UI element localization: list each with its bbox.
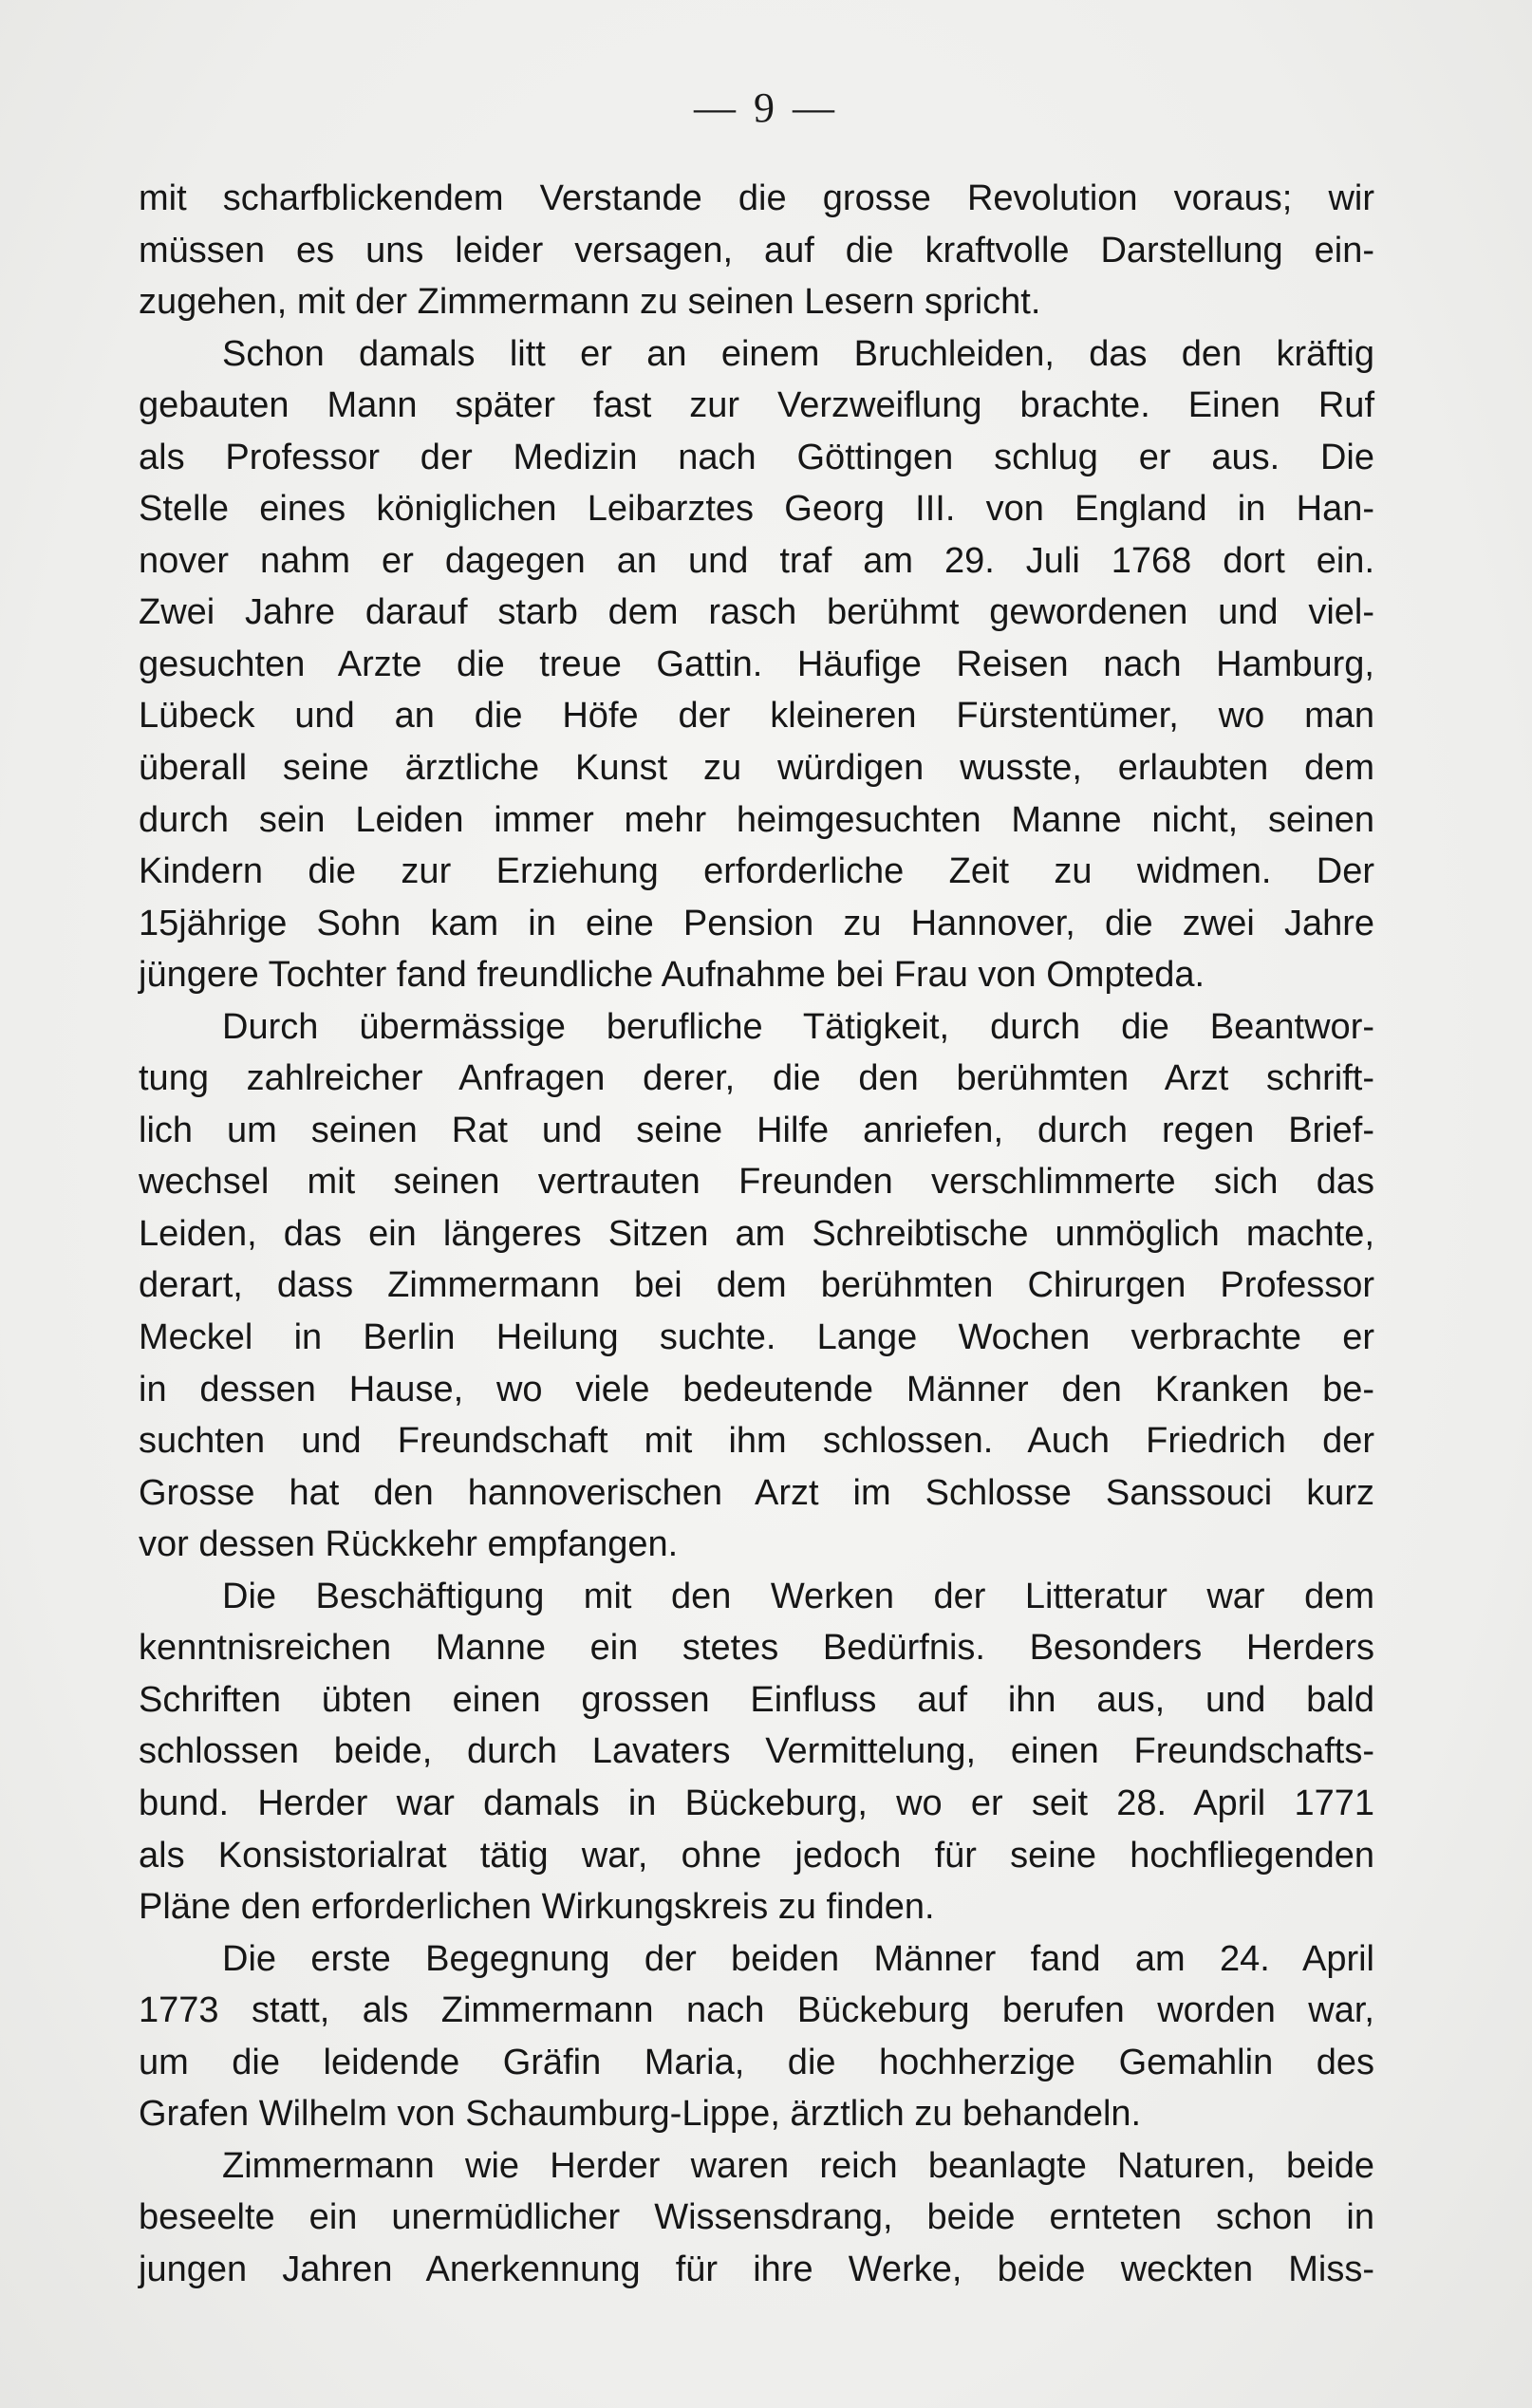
text-line: Kindern die zur Erziehung erforderliche Zeit zu widmen. Der	[139, 851, 1374, 892]
text-line: zugehen, mit der Zimmermann zu seinen Lesern spricht.	[139, 282, 1041, 323]
text-line: Lübeck und an die Höfe der kleineren Fürstentümer, wo man	[139, 696, 1374, 737]
text-line: vor dessen Rückkehr empfangen.	[139, 1524, 679, 1565]
text-line: 15jährige Sohn kam in eine Pension zu Hannover, die zwei Jahre	[139, 903, 1374, 943]
text-line: jüngere Tochter fand freundliche Aufnahme bei Frau von Ompteda.	[139, 955, 1205, 996]
text-line: suchten und Freundschaft mit ihm schlossen. Auch Friedrich der	[139, 1421, 1374, 1462]
text-line: als Professor der Medizin nach Göttingen schlug er aus. Die	[139, 437, 1374, 477]
text-line: Pläne den erforderlichen Wirkungskreis zu finden.	[139, 1887, 935, 1928]
text-line: lich um seinen Rat und seine Hilfe anriefen, durch regen Brief-	[139, 1110, 1374, 1150]
text-line: wechsel mit seinen vertrauten Freunden verschlimmerte sich das	[139, 1162, 1374, 1203]
body-text	[139, 173, 1374, 2295]
text-line: kenntnisreichen Manne ein stetes Bedürfnis. Besonders Herders	[139, 1628, 1374, 1669]
text-line: müssen es uns leider versagen, auf die kraftvolle Darstellung ein-	[139, 230, 1374, 271]
text-line: mit scharfblickendem Verstande die grosse Revolution voraus; wir	[139, 178, 1374, 218]
text-line: derart, dass Zimmermann bei dem berühmten Chirurgen Professor	[139, 1265, 1374, 1306]
text-line: Grafen Wilhelm von Schaumburg-Lippe, ärztlich zu behandeln.	[139, 2094, 1142, 2135]
text-line: Meckel in Berlin Heilung suchte. Lange Wochen verbrachte er	[139, 1317, 1374, 1358]
text-line: Leiden, das ein längeres Sitzen am Schreibtische unmöglich machte,	[139, 1213, 1374, 1254]
text-line: 1773 statt, als Zimmermann nach Bückeburg berufen worden war,	[139, 1990, 1374, 2031]
text-line: beseelte ein unermüdlicher Wissensdrang, beide ernteten schon in	[139, 2197, 1374, 2238]
text-line: Zimmermann wie Herder waren reich beanlagte Naturen, beide	[222, 2145, 1374, 2186]
text-line: gesuchten Arzte die treue Gattin. Häufige Reisen nach Hamburg,	[139, 644, 1374, 684]
text-line: bund. Herder war damals in Bückeburg, wo er seit 28. April 1771	[139, 1783, 1374, 1823]
text-line: Schon damals litt er an einem Bruchleiden, das den kräftig	[222, 333, 1374, 374]
text-line: als Konsistorialrat tätig war, ohne jedoch für seine hochfliegenden	[139, 1835, 1374, 1876]
text-line: Die Beschäftigung mit den Werken der Litteratur war dem	[222, 1576, 1374, 1616]
page-number: — 9 —	[694, 84, 838, 131]
text-line: Durch übermässige berufliche Tätigkeit, durch die Beantwor-	[222, 1006, 1374, 1047]
text-line: Grosse hat den hannoverischen Arzt im Schlosse Sanssouci kurz	[139, 1472, 1374, 1513]
text-line: gebauten Mann später fast zur Verzweiflung brachte. Einen Ruf	[139, 385, 1374, 426]
text-line: Zwei Jahre darauf starb dem rasch berühmt gewordenen und viel-	[139, 592, 1374, 633]
text-line: um die leidende Gräfin Maria, die hochherzige Gemahlin des	[139, 2042, 1374, 2082]
text-line: tung zahlreicher Anfragen derer, die den berühmten Arzt schrift-	[139, 1058, 1374, 1099]
text-line: jungen Jahren Anerkennung für ihre Werke, beide weckten Miss-	[139, 2249, 1374, 2289]
text-line: Die erste Begegnung der beiden Männer fand am 24. April	[222, 1938, 1374, 1979]
text-line: durch sein Leiden immer mehr heimgesuchten Manne nicht, seinen	[139, 799, 1374, 840]
text-line: in dessen Hause, wo viele bedeutende Männer den Kranken be-	[139, 1369, 1374, 1409]
text-line: Stelle eines königlichen Leibarztes Georg III. von England in Han-	[139, 489, 1374, 530]
text-line: schlossen beide, durch Lavaters Vermittelung, einen Freundschafts-	[139, 1731, 1374, 1772]
text-line: überall seine ärztliche Kunst zu würdigen wusste, erlaubten dem	[139, 748, 1374, 789]
text-line: Schriften übten einen grossen Einfluss auf ihn aus, und bald	[139, 1679, 1374, 1720]
text-line: nover nahm er dagegen an und traf am 29. Juli 1768 dort ein.	[139, 540, 1374, 581]
